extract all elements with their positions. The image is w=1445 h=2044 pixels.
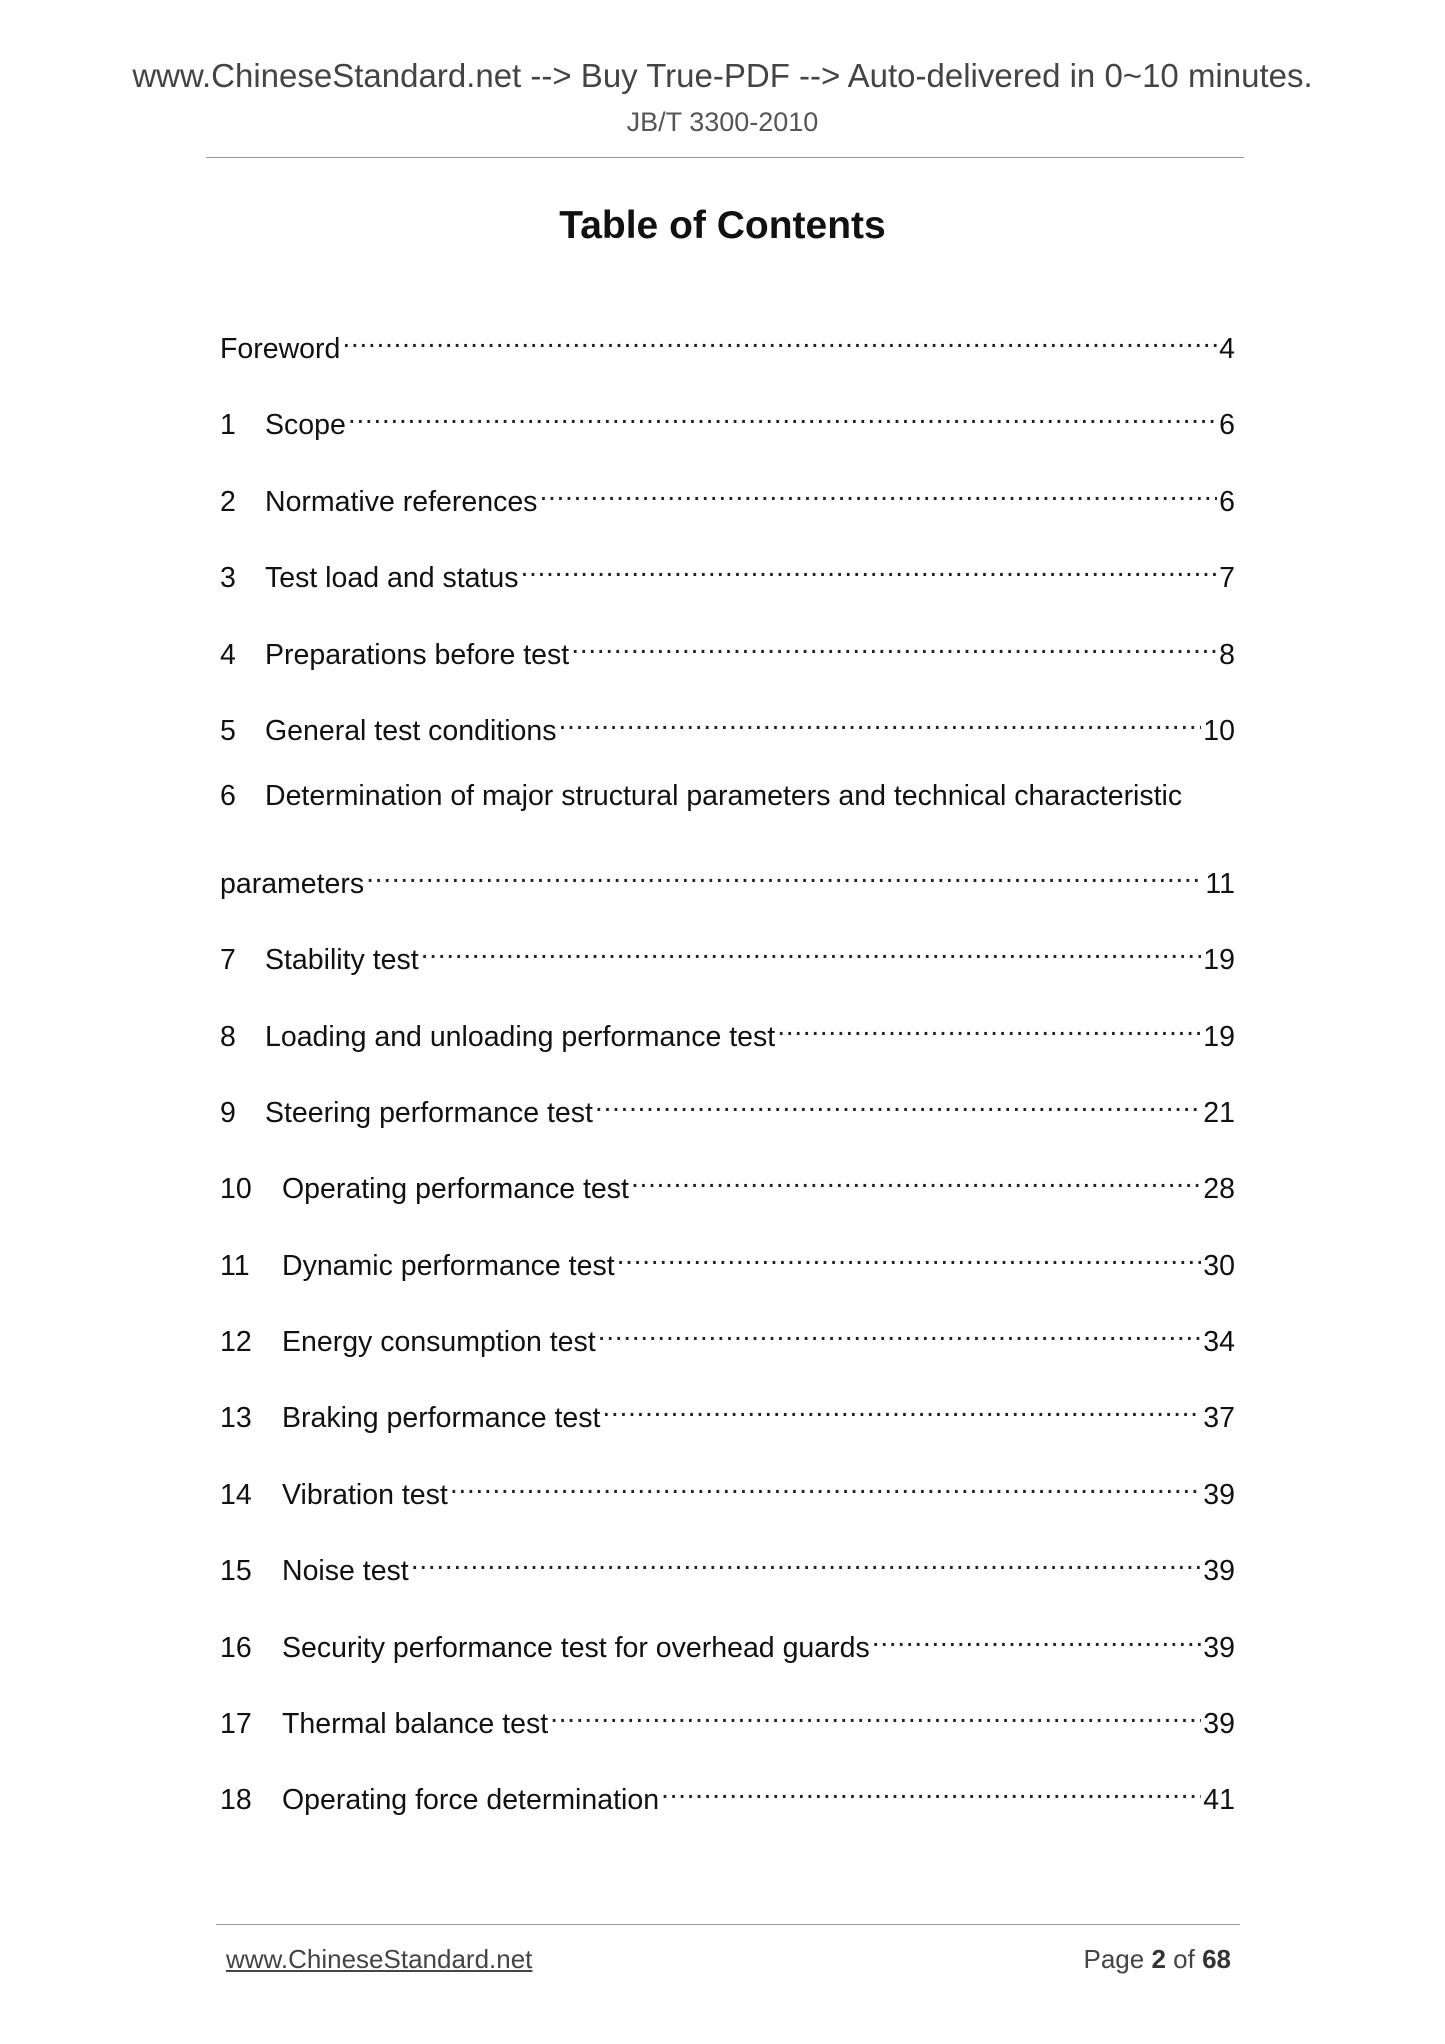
toc-entry-title: Preparations before test xyxy=(265,638,570,671)
toc-leader-dots xyxy=(450,1464,1201,1504)
toc-entry-number: 7 xyxy=(220,944,236,977)
page-total: 68 xyxy=(1202,1944,1231,1974)
footer-site-link[interactable]: www.ChineseStandard.net xyxy=(226,1944,533,1974)
toc-entry-page: 30 xyxy=(1203,1249,1235,1282)
toc-entry-number: 9 xyxy=(220,1096,236,1129)
toc-entry-number: 3 xyxy=(220,562,236,595)
toc-entry-15[interactable] xyxy=(220,1540,1235,1616)
toc-entry-page: 39 xyxy=(1203,1631,1235,1664)
toc-entry-page: 28 xyxy=(1203,1173,1235,1206)
toc-entry-6[interactable] xyxy=(220,776,1235,852)
toc-entry-page: 37 xyxy=(1203,1402,1235,1435)
top-banner: www.ChineseStandard.net --> Buy True-PDF --> Auto-delivered in 0~10 minutes. xyxy=(132,57,1313,94)
toc-entry-foreword[interactable] xyxy=(220,318,1235,394)
toc-entry-title: Loading and unloading performance test xyxy=(265,1020,776,1053)
toc-leader-dots xyxy=(559,700,1202,740)
toc-entry-9[interactable] xyxy=(220,1082,1235,1158)
toc-entry-2[interactable] xyxy=(220,471,1235,547)
toc-entry-number: 18 xyxy=(220,1784,252,1817)
toc-entry-page: 19 xyxy=(1203,944,1235,977)
toc-leader-dots xyxy=(777,1006,1201,1046)
toc-entry-number: 1 xyxy=(220,409,236,442)
toc-entry-title: Normative references xyxy=(265,485,538,518)
toc-entry-page: 39 xyxy=(1203,1478,1235,1511)
page-number xyxy=(1083,1942,1231,1976)
toc-leader-dots xyxy=(521,547,1218,587)
page-current: 2 xyxy=(1151,1944,1166,1974)
toc-leader-dots xyxy=(598,1311,1202,1351)
toc-entry-title: Operating performance test xyxy=(282,1173,629,1206)
toc-entry-page: 34 xyxy=(1203,1326,1235,1359)
toc-entry-number: 2 xyxy=(220,485,236,518)
toc-leader-dots xyxy=(539,471,1217,511)
footer-divider xyxy=(216,1924,1240,1925)
toc-entry-title: Noise test xyxy=(282,1555,409,1588)
toc-entry-14[interactable] xyxy=(220,1464,1235,1540)
toc-entry-number: 8 xyxy=(220,1020,236,1053)
toc-leader-dots xyxy=(342,318,1217,358)
toc-leader-dots xyxy=(348,394,1217,434)
toc-leader-dots xyxy=(602,1387,1201,1427)
toc-entry-page: 39 xyxy=(1203,1708,1235,1741)
toc-entry-number: 11 xyxy=(220,1249,250,1282)
page-prefix: Page xyxy=(1083,1944,1145,1974)
toc-entry-title: Operating force determination xyxy=(282,1784,660,1817)
toc-leader-dots xyxy=(595,1082,1201,1122)
toc-entry-page: 41 xyxy=(1203,1784,1235,1817)
toc-entry-number: 6 xyxy=(220,780,236,813)
toc-entry-title: Security performance test for overhead guards xyxy=(282,1631,870,1664)
toc-entry-1[interactable] xyxy=(220,394,1235,470)
toc-entry-11[interactable] xyxy=(220,1235,1235,1311)
toc-entry-title: Dynamic performance test xyxy=(282,1249,615,1282)
toc-entry-12[interactable] xyxy=(220,1311,1235,1387)
toc-leader-dots xyxy=(421,929,1202,969)
toc-entry-title: Thermal balance test xyxy=(282,1708,549,1741)
toc-entry-number: 15 xyxy=(220,1555,252,1588)
toc-leader-dots xyxy=(550,1693,1201,1733)
toc-leader-dots xyxy=(631,1158,1201,1198)
toc-entry-16[interactable] xyxy=(220,1617,1235,1693)
toc-entry-title: Steering performance test xyxy=(265,1096,593,1129)
toc-entry-10[interactable] xyxy=(220,1158,1235,1234)
toc-entry-title: parameters xyxy=(220,867,365,900)
toc-entry-page: 19 xyxy=(1203,1020,1235,1053)
toc-entry-page: 10 xyxy=(1203,714,1235,747)
toc-entry-title: Stability test xyxy=(265,944,419,977)
toc-entry-page: 4 xyxy=(1219,333,1235,365)
toc-entry-number: 14 xyxy=(220,1478,252,1511)
toc-leader-dots xyxy=(366,853,1203,893)
header-divider xyxy=(206,157,1244,158)
toc-entry-18[interactable] xyxy=(220,1769,1235,1845)
toc-entry-5[interactable] xyxy=(220,700,1235,776)
toc-entry-number: 17 xyxy=(220,1708,252,1741)
toc-entry-6-continued[interactable] xyxy=(220,853,1235,929)
toc-entry-page: 7 xyxy=(1219,562,1235,595)
toc-entry-number: 5 xyxy=(220,714,236,747)
toc-entry-page: 8 xyxy=(1219,638,1235,671)
toc-title: Table of Contents xyxy=(559,204,886,247)
toc-leader-dots xyxy=(571,624,1217,664)
toc-entry-8[interactable] xyxy=(220,1006,1235,1082)
document-code: JB/T 3300-2010 xyxy=(626,107,819,137)
toc-entry-page: 6 xyxy=(1219,485,1235,518)
toc-entry-7[interactable] xyxy=(220,929,1235,1005)
toc-entry-title: Determination of major structural parameters and technical characteristic xyxy=(265,780,1183,813)
toc-entry-title: Braking performance test xyxy=(282,1402,601,1435)
toc-entry-number: 13 xyxy=(220,1402,252,1435)
toc-entry-title: General test conditions xyxy=(265,714,557,747)
toc-entry-number: 4 xyxy=(220,638,236,671)
toc-entry-page: 6 xyxy=(1219,409,1235,442)
toc-leader-dots xyxy=(617,1235,1202,1275)
toc-entry-3[interactable] xyxy=(220,547,1235,623)
table-of-contents xyxy=(220,318,1235,1846)
toc-entry-4[interactable] xyxy=(220,624,1235,700)
page-of: of xyxy=(1173,1944,1195,1974)
toc-leader-dots xyxy=(661,1769,1201,1809)
toc-entry-page: 39 xyxy=(1203,1555,1235,1588)
toc-entry-title: Vibration test xyxy=(282,1478,448,1511)
toc-entry-title: Energy consumption test xyxy=(282,1326,596,1359)
toc-entry-number: 16 xyxy=(220,1631,252,1664)
toc-entry-page: 11 xyxy=(1205,867,1235,900)
toc-leader-dots xyxy=(872,1617,1202,1657)
toc-entry-title: Scope xyxy=(265,409,346,442)
toc-entry-number: 10 xyxy=(220,1173,252,1206)
toc-entry-13[interactable] xyxy=(220,1387,1235,1463)
toc-entry-17[interactable] xyxy=(220,1693,1235,1769)
toc-entry-title: Foreword xyxy=(220,333,341,365)
toc-entry-page: 21 xyxy=(1203,1096,1235,1129)
toc-leader-dots xyxy=(411,1540,1202,1580)
toc-entry-number: 12 xyxy=(220,1326,252,1359)
toc-entry-title: Test load and status xyxy=(265,562,519,595)
